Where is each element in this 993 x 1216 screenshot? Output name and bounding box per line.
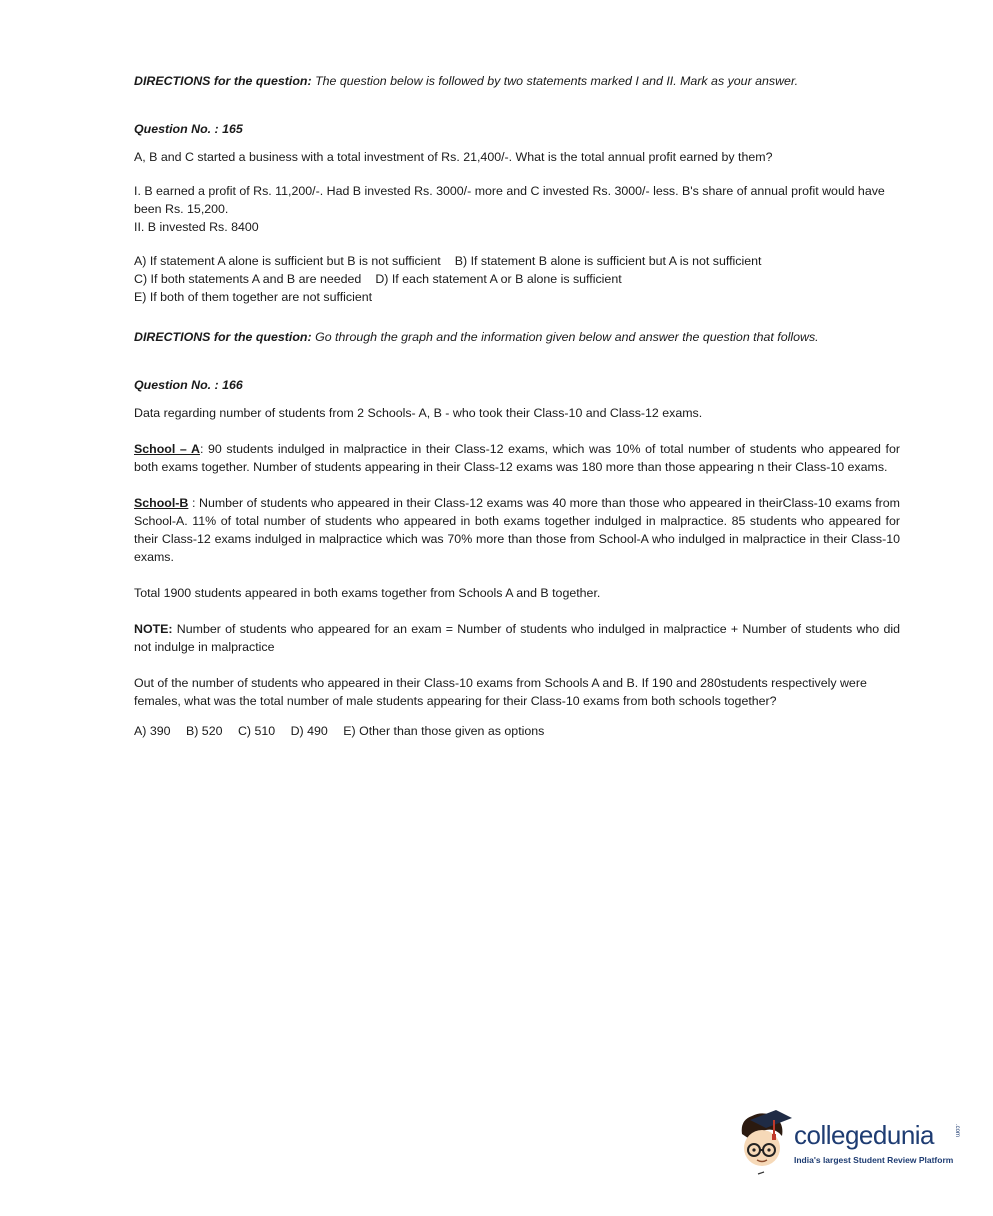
option-e: E) If both of them together are not sufficient <box>134 290 373 304</box>
note-label: NOTE: <box>134 622 173 636</box>
school-b-label: School-B <box>134 496 189 510</box>
directions-label: DIRECTIONS for the question: <box>134 330 312 344</box>
option-a: A) If statement A alone is sufficient but B is not sufficient <box>134 254 441 268</box>
option-c: C) 510 <box>237 724 276 738</box>
statement-2: II. B invested Rs. 8400 <box>134 220 259 234</box>
question-number-166: Question No. : 166 <box>134 378 243 392</box>
mascot-icon <box>736 1108 796 1180</box>
school-a-label: School – A <box>134 442 200 456</box>
note-text: Number of students who appeared for an exam = Number of students who indulged in malpractice + Number of students who did not indulge in malpractice <box>134 622 900 654</box>
directions-165 <box>134 72 900 90</box>
school-b-paragraph <box>134 494 900 566</box>
option-b: B) If statement B alone is sufficient but A is not sufficient <box>454 254 762 268</box>
option-c: C) If both statements A and B are needed <box>134 272 362 286</box>
school-a-paragraph <box>134 440 900 476</box>
option-d: D) 490 <box>290 724 328 738</box>
question-text-166: Out of the number of students who appeared in their Class-10 exams from Schools A and B. If 190 and 280students respectively were females, what was the total number of male students appearing for their Class-10 exams from both schools together? <box>134 676 867 708</box>
school-b-text: : Number of students who appeared in their Class-12 exams was 40 more than those who appeared in theirClass-10 exams from School-A. 11% of total number of students who appeared in both exams together indulged in malpractice. 85 students who appeared for their Class-12 exams indulged in malpractice which was 70% more than those from School-A who indulged in malpractice in their Class-10 exams. <box>134 496 900 564</box>
collegedunia-logo <box>736 1108 966 1180</box>
total-students: Total 1900 students appeared in both exams together from Schools A and B together. <box>134 586 601 600</box>
directions-166 <box>134 328 900 346</box>
question-text-165: A, B and C started a business with a total investment of Rs. 21,400/-. What is the total annual profit earned by them? <box>134 150 773 164</box>
note-paragraph <box>134 620 900 656</box>
options-166 <box>134 722 900 740</box>
options-165 <box>134 252 900 306</box>
statements-165 <box>134 182 900 236</box>
brand-suffix: .com <box>954 1124 960 1138</box>
option-d: D) If each statement A or B alone is sufficient <box>375 272 622 286</box>
options-row-1 <box>134 252 900 270</box>
question-number-165: Question No. : 165 <box>134 122 243 136</box>
directions-text: Go through the graph and the information given below and answer the question that follows. <box>315 330 819 344</box>
intro-166: Data regarding number of students from 2 Schools- A, B - who took their Class-10 and Class-12 exams. <box>134 406 703 420</box>
option-e: E) Other than those given as options <box>343 724 545 738</box>
directions-text: The question below is followed by two statements marked I and II. Mark as your answer. <box>315 74 799 88</box>
statement-1: I. B earned a profit of Rs. 11,200/-. Had B invested Rs. 3000/- more and C invested Rs. 3000/- less. B's share of annual profit would have been Rs. 15,200. <box>134 184 885 216</box>
school-a-text: : 90 students indulged in malpractice in their Class-12 exams, which was 10% of total number of students who appeared for both exams together. Number of students appearing in their Class-12 exams was 180 more than those appearing n their Class-10 exams. <box>134 442 901 474</box>
brand-name: collegedunia <box>794 1120 935 1150</box>
directions-label: DIRECTIONS for the question: <box>134 74 312 88</box>
brand-tagline: India's largest Student Review Platform <box>794 1155 954 1165</box>
option-b: B) 520 <box>185 724 223 738</box>
document-page <box>134 72 900 740</box>
option-a: A) 390 <box>134 724 171 738</box>
options-row-2 <box>134 270 900 288</box>
